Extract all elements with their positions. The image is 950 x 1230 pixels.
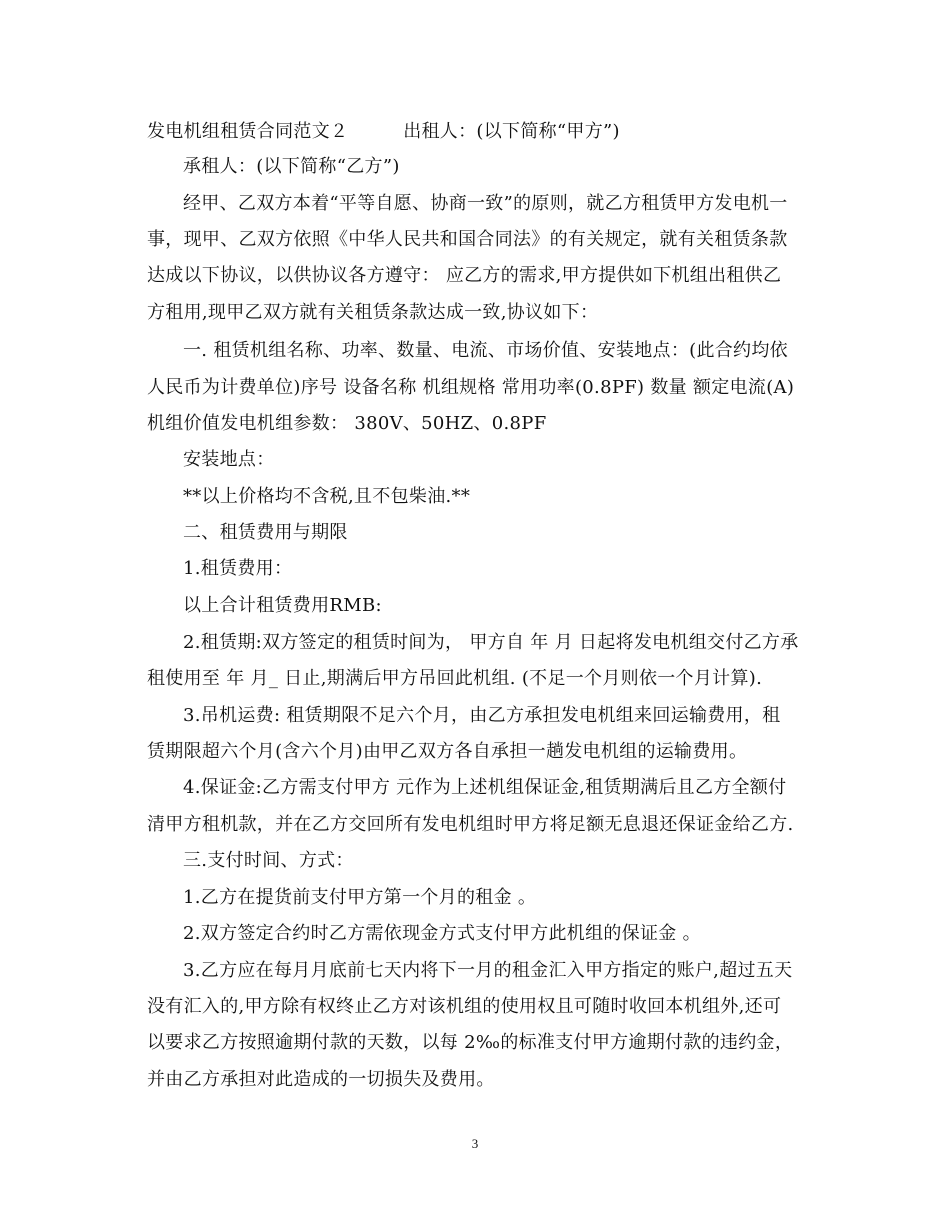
text-line: 2.租赁期:双方签定的租赁时间为， 甲方自 年 月 日起将发电机组交付乙方承 (183, 632, 799, 653)
text-line: 经甲、乙双方本着“平等自愿、协商一致”的原则，就乙方租赁甲方发电机一 (183, 193, 788, 214)
text-line: **以上价格均不含税,且不包柴油.** (183, 486, 471, 507)
text-line: 方租用,现甲乙双方就有关租赁条款达成一致,协议如下： (147, 302, 599, 323)
text-line: 3.乙方应在每月月底前七天内将下一月的租金汇入甲方指定的账户,超过五天 (183, 960, 793, 981)
text-line: 人民币为计费单位)序号 设备名称 机组规格 常用功率(0.8PF) 数量 额定电流(A) (147, 377, 795, 398)
text-line: 达成以下协议，以供协议各方遵守： 应乙方的需求,甲方提供如下机组出租供乙 (147, 265, 782, 286)
section-heading: 三.支付时间、方式： (183, 850, 354, 871)
text-line: 1.租赁费用： (183, 558, 293, 579)
text-line: 机组价值发电机组参数： 380V、50HZ、0.8PF (147, 413, 547, 434)
text-line: 3.吊机运费: 租赁期限不足六个月，由乙方承担发电机组来回运输费用，租 (183, 705, 781, 726)
page-number: 3 (471, 1136, 479, 1151)
text-line: 清甲方租机款，并在乙方交回所有发电机组时甲方将足额无息退还保证金给乙方. (147, 814, 794, 835)
text-line: 以要求乙方按照逾期付款的天数，以每 2‰的标准支付甲方逾期付款的违约金， (147, 1032, 794, 1053)
section-heading: 二、租赁费用与期限 (183, 522, 348, 543)
text-line: 没有汇入的,甲方除有权终止乙方对该机组的使用权且可随时收回本机组外,还可 (147, 996, 782, 1017)
text-line: 一. 租赁机组名称、功率、数量、电流、市场价值、安装地点：(此合约均依 (183, 340, 788, 361)
text-line: 安装地点： (183, 449, 275, 470)
text-line: 承租人：(以下简称“乙方”) (183, 156, 400, 177)
text-line: 租使用至 年 月_ 日止,期满后甲方吊回此机组. (不足一个月则依一个月计算). (147, 668, 763, 689)
text-line: 并由乙方承担对此造成的一切损失及费用。 (147, 1069, 495, 1090)
text-line: 事，现甲、乙双方依照《中华人民共和国合同法》的有关规定，就有关租赁条款 (147, 229, 788, 250)
text-line: 4.保证金:乙方需支付甲方 元作为上述机组保证金,租赁期满后且乙方全额付 (183, 777, 787, 798)
text-line: 发电机组租赁合同范文２ 出租人：(以下简称“甲方”) (147, 121, 620, 142)
text-line: 1.乙方在提货前支付甲方第一个月的租金 。 (183, 887, 537, 908)
text-line: 以上合计租赁费用RMB: (183, 595, 382, 616)
text-line: 2.双方签定合约时乙方需依现金方式支付甲方此机组的保证金 。 (183, 923, 701, 944)
text-line: 赁期限超六个月(含六个月)由甲乙双方各自承担一趟发电机组的运输费用。 (147, 741, 748, 762)
